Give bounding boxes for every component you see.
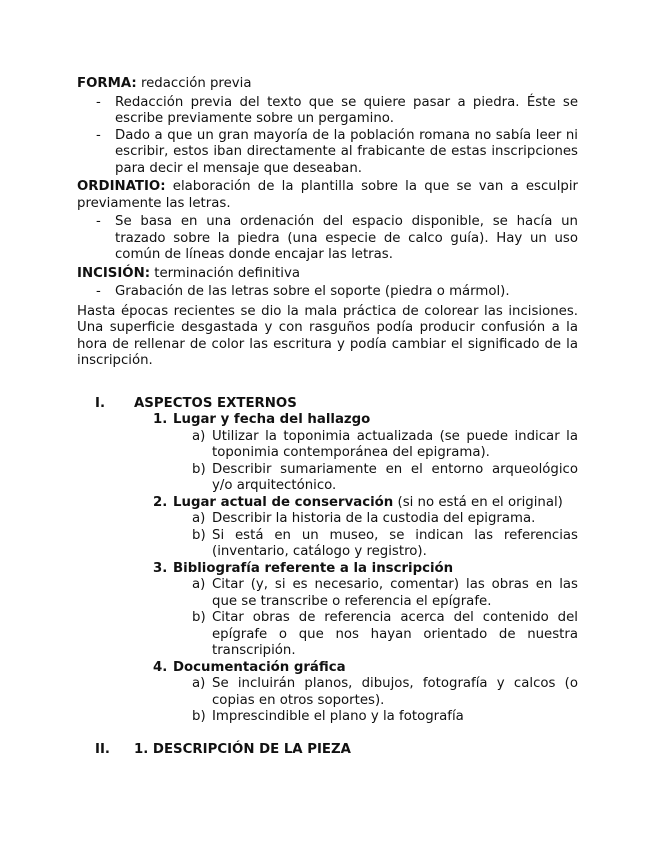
section-2-heading bbox=[77, 742, 578, 759]
section-1-title: ASPECTOS EXTERNOS bbox=[134, 395, 297, 411]
list-item bbox=[77, 577, 578, 610]
subsection-title: Lugar y fecha del hallazgo bbox=[173, 412, 371, 427]
section-1-number: I. bbox=[95, 395, 105, 411]
subsection-note: (si no está en el original) bbox=[393, 494, 563, 510]
subsection-3 bbox=[77, 561, 578, 578]
item-letter: a) bbox=[192, 428, 206, 444]
subsection-title: Lugar actual de conservación bbox=[173, 494, 394, 510]
section-2-title: 1. DESCRIPCIÓN DE LA PIEZA bbox=[134, 741, 351, 757]
list-item bbox=[77, 676, 578, 709]
incision-label: INCISIÓN: bbox=[77, 265, 151, 281]
subsection-4 bbox=[77, 660, 578, 677]
item-letter: a) bbox=[192, 676, 206, 691]
ordinatio-list bbox=[77, 214, 578, 264]
item-text: Describir la historia de la custodia del epigrama. bbox=[212, 511, 536, 526]
item-text: Describir sumariamente en el entorno arqueológico y/o arquitectónico. bbox=[212, 461, 578, 493]
item-letter: a) bbox=[192, 511, 206, 526]
ordinatio-text: elaboración de la plantilla sobre la que se van a esculpir previamente las letras. bbox=[77, 179, 578, 211]
list-item bbox=[77, 511, 578, 528]
section-2-number: II. bbox=[95, 741, 110, 757]
item-letter: b) bbox=[192, 610, 206, 625]
forma-item: - Redacción previa del texto que se quiere pasar a piedra. Éste se escribe previamente sobre un pergamino. bbox=[77, 95, 578, 128]
forma-item: - Dado a que un gran mayoría de la población romana no sabía leer ni escribir, estos iban directamente al frabicante de estas inscripciones para decir el mensaje que deseaban. bbox=[77, 128, 578, 178]
item-letter: b) bbox=[192, 461, 206, 477]
list-item bbox=[77, 709, 578, 726]
subsection-1-items bbox=[77, 429, 578, 495]
subsection-1 bbox=[77, 412, 578, 429]
incision-list bbox=[77, 284, 578, 301]
item-text: Citar (y, si es necesario, comentar) las obras en las que se transcribe o referencia el epígrafe. bbox=[212, 577, 578, 609]
incision-heading bbox=[77, 266, 578, 283]
forma-label: FORMA: bbox=[77, 76, 137, 91]
incision-text: terminación definitiva bbox=[150, 265, 300, 281]
subsection-title: Bibliografía referente a la inscripción bbox=[173, 560, 454, 576]
item-text: Imprescindible el plano y la fotografía bbox=[212, 709, 464, 724]
item-text: Se incluirán planos, dibujos, fotografía y calcos (o copias en otros soportes). bbox=[212, 676, 578, 708]
subsection-number: 4. bbox=[153, 659, 168, 675]
item-text: Citar obras de referencia acerca del contenido del epígrafe o que nos hayan orientado de nuestra transcripión. bbox=[212, 610, 578, 658]
item-text: Utilizar la toponimia actualizada (se puede indicar la toponimia contemporánea del epigrama). bbox=[212, 428, 578, 460]
subsection-number: 2. bbox=[153, 494, 168, 510]
list-item bbox=[77, 528, 578, 561]
incision-item: - Grabación de las letras sobre el soporte (piedra o mármol). bbox=[77, 284, 578, 301]
subsection-number: 1. bbox=[153, 412, 168, 427]
subsection-4-items bbox=[77, 676, 578, 726]
item-text: Si está en un museo, se indican las referencias (inventario, catálogo y registro). bbox=[212, 527, 578, 559]
subsection-3-items bbox=[77, 577, 578, 660]
ordinatio-heading bbox=[77, 179, 578, 212]
subsection-2-items bbox=[77, 511, 578, 561]
list-item bbox=[77, 462, 578, 495]
subsection-number: 3. bbox=[153, 560, 168, 576]
ordinatio-item: - Se basa en una ordenación del espacio disponible, se hacía un trazado sobre la piedra (una especie de calco guía). Hay un uso común de líneas donde encajar las letras. bbox=[77, 214, 578, 264]
list-item bbox=[77, 429, 578, 462]
item-letter: b) bbox=[192, 709, 206, 724]
forma-list bbox=[77, 95, 578, 178]
forma-heading bbox=[77, 76, 578, 93]
item-letter: a) bbox=[192, 577, 206, 592]
subsection-title: Documentación gráfica bbox=[173, 659, 346, 675]
list-item bbox=[77, 610, 578, 660]
subsection-2 bbox=[77, 495, 578, 512]
document-page bbox=[77, 75, 578, 758]
body-paragraph: Hasta épocas recientes se dio la mala práctica de colorear las incisiones. Una superficie desgastada y con rasguños podía producir confusión a la hora de rellenar de color las escritura y podía cambiar el significado de la inscripción. bbox=[77, 303, 578, 368]
item-letter: b) bbox=[192, 527, 206, 543]
forma-text: redacción previa bbox=[136, 76, 252, 91]
section-1-heading bbox=[77, 396, 578, 413]
ordinatio-label: ORDINATIO: bbox=[77, 179, 166, 194]
